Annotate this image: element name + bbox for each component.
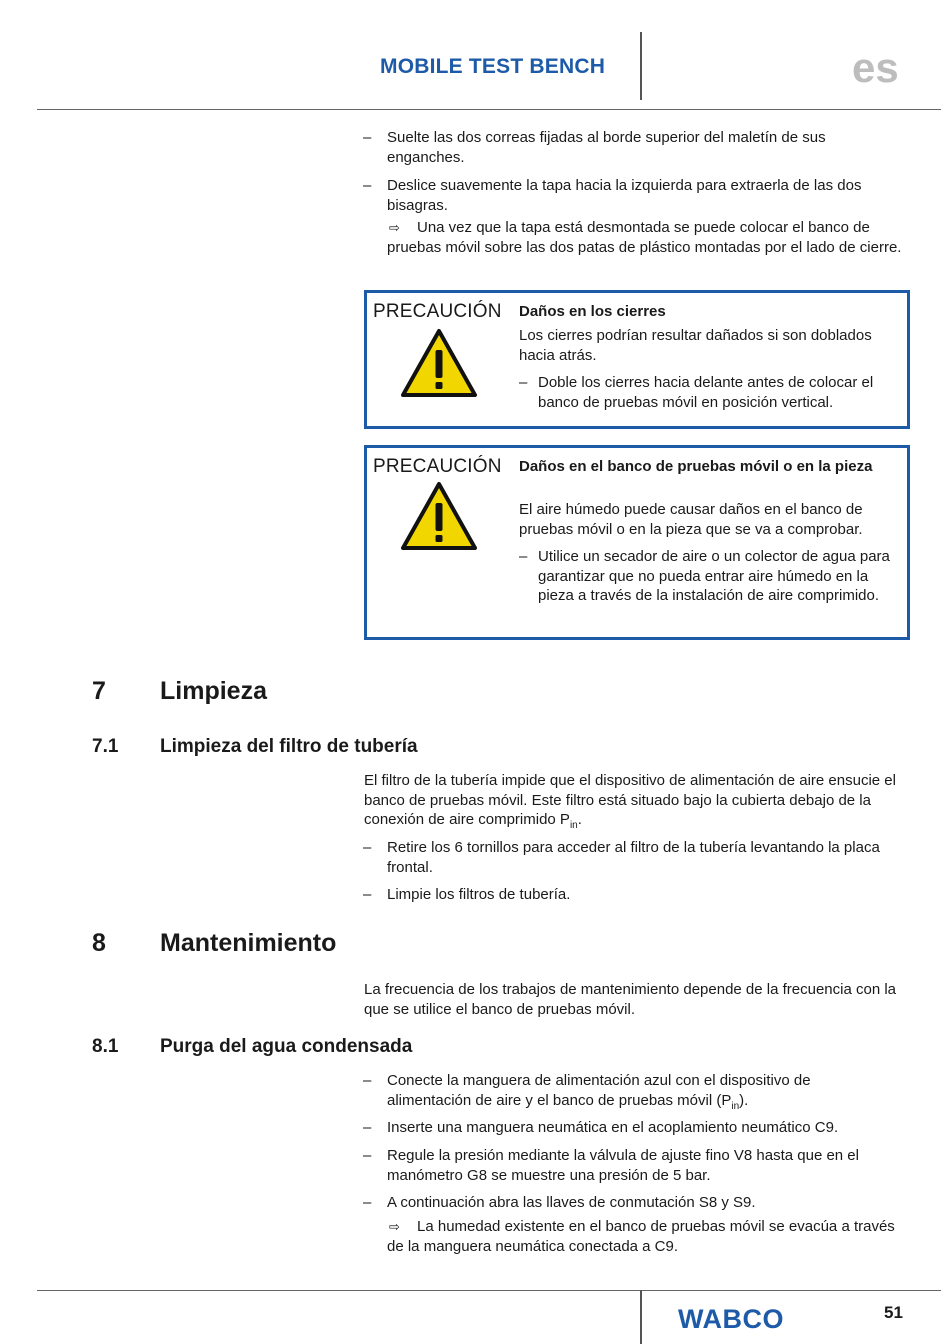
caution-action-text: Doble los cierres hacia delante antes de colocar el banco de pruebas móvil en posición vertical. — [538, 374, 874, 411]
list-item-main: Conecte la manguera de alimentación azul con el dispositivo de alimentación de aire y el banco de pruebas móvil (P — [387, 1072, 811, 1109]
caution-label: PRECAUCIÓN — [373, 456, 502, 477]
result-text: Una vez que la tapa está desmontada se puede colocar el banco de pruebas móvil sobre las dos patas de plástico montadas por el lado de cierre. — [387, 219, 902, 256]
section-number: 8 — [92, 929, 106, 957]
list-item-text: A continuación abra las llaves de conmutación S8 y S9. — [387, 1194, 756, 1211]
list-item — [363, 128, 898, 167]
section-title: Mantenimiento — [160, 929, 337, 957]
list-item-text: Inserte una manguera neumática en el acoplamiento neumático C9. — [387, 1119, 839, 1136]
caution-heading: Daños en el banco de pruebas móvil o en la pieza — [519, 458, 873, 475]
page-number: 51 — [884, 1303, 903, 1322]
paragraph-text: El filtro de la tubería impide que el dispositivo de alimentación de aire ensucie el banco de pruebas móvil. Este filtro está situado bajo la cubierta debajo de la conexión de aire comprimido P — [364, 772, 896, 828]
list-item — [363, 885, 898, 905]
document-title: MOBILE TEST BENCH — [380, 55, 606, 78]
result-item — [387, 218, 907, 257]
caution-text: Los cierres podrían resultar dañados si son doblados hacia atrás. — [519, 327, 872, 364]
paragraph-end: . — [577, 811, 582, 828]
language-code: es — [852, 44, 899, 91]
list-dash: – — [519, 548, 528, 565]
list-item-text: Regule la presión mediante la válvula de ajuste fino V8 hasta que en el manómetro G8 se muestre una presión de 5 bar. — [387, 1147, 859, 1184]
list-item — [363, 1193, 898, 1213]
caution-label: PRECAUCIÓN — [373, 301, 502, 322]
paragraph — [364, 771, 904, 830]
result-arrow-icon: ⇨ — [389, 220, 400, 235]
list-item — [363, 1118, 898, 1138]
list-item — [363, 838, 898, 877]
footer-rule — [37, 1290, 941, 1291]
list-dash: – — [363, 1072, 372, 1089]
subscript: in — [569, 820, 578, 831]
list-dash: – — [363, 177, 372, 194]
list-dash: – — [363, 886, 372, 903]
list-item — [363, 1071, 898, 1110]
logo-wordmark: WABCO — [678, 1304, 784, 1333]
wabco-logo — [660, 1303, 802, 1333]
list-item — [363, 176, 898, 215]
caution-action — [519, 373, 894, 412]
subscript: in — [731, 1100, 740, 1112]
list-item — [363, 1146, 898, 1185]
caution-action-text: Utilice un secador de aire o un colector de agua para garantizar que no pueda entrar aire húmedo en la pieza a través de la instalación de aire comprimido. — [538, 548, 890, 604]
header-rule — [37, 109, 941, 110]
list-item-text: Retire los 6 tornillos para acceder al filtro de la tubería levantando la placa frontal. — [387, 839, 880, 876]
subsection-title: Limpieza del filtro de tubería — [160, 736, 418, 757]
caution-text: El aire húmedo puede causar daños en el banco de pruebas móvil o en la pieza que se va a comprobar. — [519, 501, 863, 538]
caution-action — [519, 547, 894, 606]
list-dash: – — [363, 1147, 372, 1164]
footer-divider — [640, 1290, 642, 1344]
caution-box — [364, 290, 910, 429]
list-dash: – — [519, 374, 528, 391]
caution-heading: Daños en los cierres — [519, 303, 666, 320]
section-number: 7 — [92, 677, 106, 705]
header-divider — [640, 32, 642, 100]
list-item-text — [387, 1071, 898, 1110]
caution-box — [364, 445, 910, 640]
subsection-number: 7.1 — [92, 736, 119, 757]
list-item-text: Limpie los filtros de tubería. — [387, 886, 571, 903]
paragraph: La frecuencia de los trabajos de mantenimiento depende de la frecuencia con la que se utilice el banco de pruebas móvil. — [364, 981, 897, 1018]
list-dash: – — [363, 839, 372, 856]
warning-triangle-icon — [400, 328, 478, 398]
list-item-text: Deslice suavemente la tapa hacia la izquierda para extraerla de las dos bisagras. — [387, 177, 862, 214]
list-dash: – — [363, 1194, 372, 1211]
section-title: Limpieza — [160, 677, 267, 705]
list-item-text: Suelte las dos correas fijadas al borde superior del maletín de sus enganches. — [387, 129, 826, 166]
list-item-end: ). — [739, 1091, 749, 1109]
result-text: La humedad existente en el banco de pruebas móvil se evacúa a través de la manguera neumática conectada a C9. — [387, 1218, 895, 1255]
result-item — [387, 1217, 907, 1256]
list-dash: – — [363, 129, 372, 146]
list-dash: – — [363, 1119, 372, 1136]
subsection-title: Purga del agua condensada — [160, 1036, 413, 1057]
subsection-number: 8.1 — [92, 1036, 119, 1057]
warning-triangle-icon — [400, 481, 478, 551]
result-arrow-icon: ⇨ — [389, 1219, 400, 1234]
